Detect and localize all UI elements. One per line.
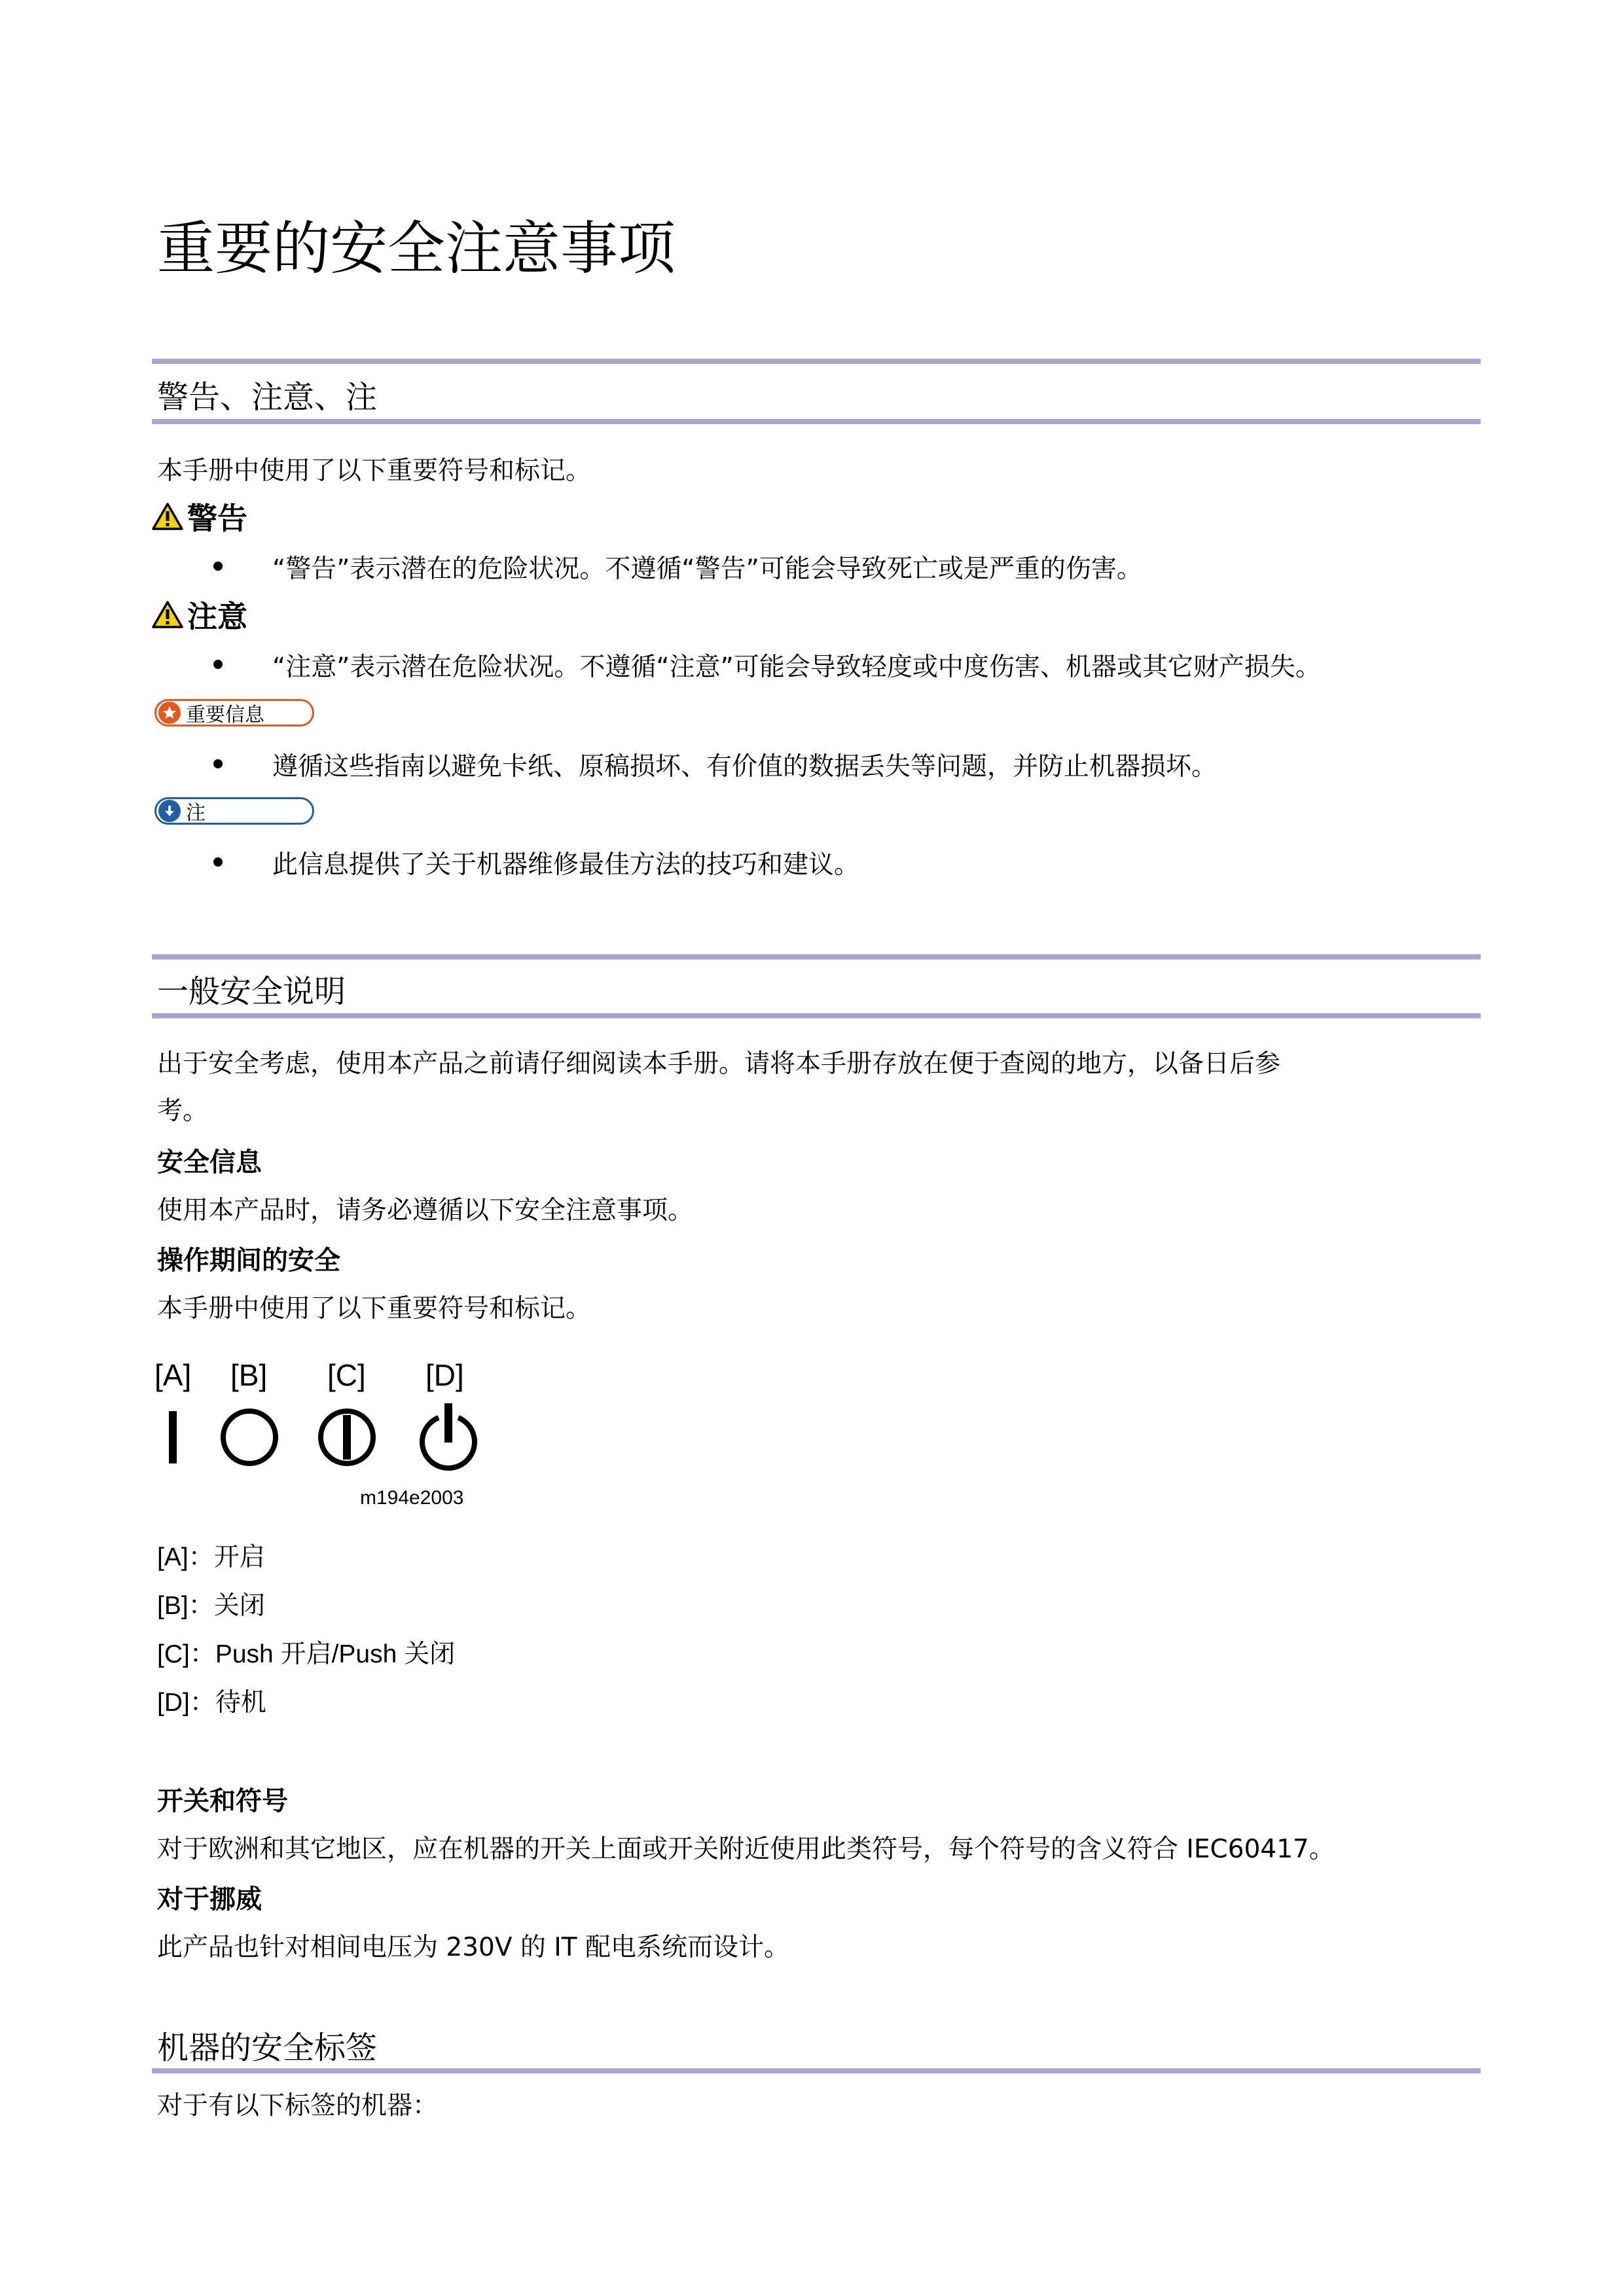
switches-heading: 开关和符号 bbox=[157, 1786, 288, 1816]
symbol-def-a: [A]：开启 bbox=[157, 1543, 265, 1571]
warning-label: 警告 bbox=[187, 501, 247, 536]
norway-heading: 对于挪威 bbox=[157, 1884, 262, 1914]
page-title: 重要的安全注意事项 bbox=[157, 215, 676, 282]
symbol-def-b: [B]：关闭 bbox=[157, 1592, 265, 1620]
symbol-def-c: [C]：Push 开启/Push 关闭 bbox=[157, 1640, 456, 1668]
section1-intro: 本手册中使用了以下重要符号和标记。 bbox=[157, 456, 592, 486]
power-on-icon bbox=[169, 1411, 177, 1463]
section-rule-top bbox=[152, 954, 1481, 960]
switches-text: 对于欧洲和其它地区，应在机器的开关上面或开关附近使用此类符号，每个符号的含义符合 IEC60417。 bbox=[157, 1835, 1335, 1864]
caution-label: 注意 bbox=[187, 599, 247, 634]
important-text: 遵循这些指南以避免卡纸、原稿损坏、有价值的数据丢失等问题，并防止机器损坏。 bbox=[272, 752, 1218, 781]
note-badge bbox=[154, 797, 314, 825]
symbol-label-d: [D] bbox=[425, 1358, 464, 1392]
operation-heading: 操作期间的安全 bbox=[157, 1246, 340, 1276]
important-badge bbox=[154, 699, 314, 726]
bullet bbox=[213, 562, 223, 571]
norway-text: 此产品也针对相间电压为 230V 的 IT 配电系统而设计。 bbox=[157, 1933, 790, 1962]
section-heading-general-safety: 一般安全说明 bbox=[157, 973, 346, 1010]
figure-code: m194e2003 bbox=[360, 1487, 464, 1509]
standby-icon bbox=[422, 1403, 475, 1468]
section-heading-warnings: 警告、注意、注 bbox=[157, 379, 378, 416]
section-rule-bottom bbox=[152, 2068, 1481, 2073]
important-label: 重要信息 bbox=[186, 704, 264, 726]
general-intro-line2: 考。 bbox=[157, 1096, 209, 1126]
warning-text: “警告”表示潜在的危险状况。不遵循“警告”可能会导致死亡或是严重的伤害。 bbox=[272, 554, 1142, 584]
operation-text: 本手册中使用了以下重要符号和标记。 bbox=[157, 1294, 592, 1323]
star-icon bbox=[158, 702, 181, 724]
safety-labels-intro: 对于有以下标签的机器： bbox=[157, 2091, 439, 2121]
warning-triangle-icon bbox=[152, 502, 183, 531]
safety-info-text: 使用本产品时，请务必遵循以下安全注意事项。 bbox=[157, 1196, 694, 1225]
general-intro-line1: 出于安全考虑，使用本产品之前请仔细阅读本手册。请将本手册存放在便于查阅的地方，以备日后参 bbox=[157, 1049, 1281, 1079]
note-text: 此信息提供了关于机器维修最佳方法的技巧和建议。 bbox=[272, 850, 860, 880]
power-off-icon bbox=[223, 1411, 276, 1463]
section-rule-bottom bbox=[152, 1013, 1481, 1018]
bullet bbox=[213, 660, 223, 669]
section-rule-bottom bbox=[152, 419, 1481, 424]
caution-triangle-icon bbox=[152, 600, 183, 629]
bullet bbox=[213, 759, 223, 768]
caution-signal bbox=[152, 593, 247, 636]
bullet bbox=[213, 857, 223, 867]
warning-signal bbox=[152, 495, 247, 538]
caution-text: “注意”表示潜在危险状况。不遵循“注意”可能会导致轻度或中度伤害、机器或其它财产损失。 bbox=[272, 653, 1321, 682]
symbol-def-d: [D]：待机 bbox=[157, 1689, 266, 1717]
note-label: 注 bbox=[186, 802, 206, 825]
symbol-label-c: [C] bbox=[327, 1358, 366, 1392]
arrow-down-icon bbox=[158, 800, 181, 822]
section-rule-top bbox=[152, 359, 1481, 364]
safety-info-heading: 安全信息 bbox=[157, 1147, 262, 1177]
push-on-off-icon bbox=[321, 1411, 373, 1463]
section-heading-safety-labels: 机器的安全标签 bbox=[157, 2030, 378, 2066]
power-symbols-figure bbox=[151, 1401, 491, 1479]
symbol-label-a: [A] bbox=[154, 1358, 192, 1392]
symbol-label-b: [B] bbox=[230, 1358, 268, 1392]
